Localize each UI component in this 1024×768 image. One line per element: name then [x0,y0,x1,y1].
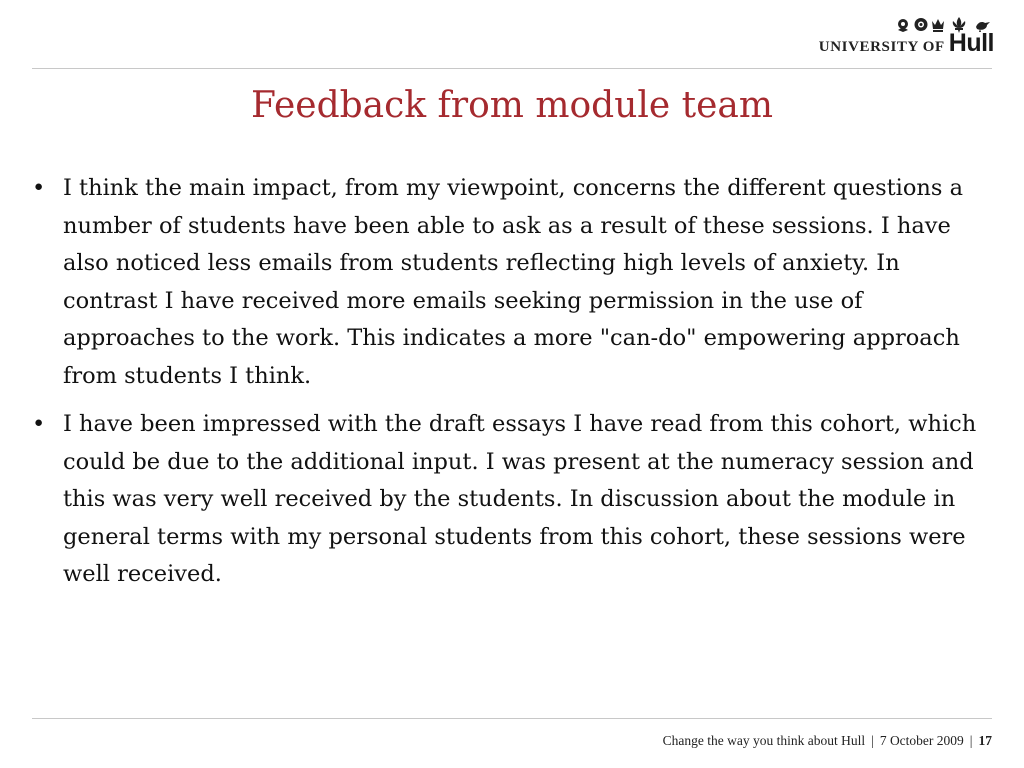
logo-prefix: UNIVERSITY OF [818,39,945,55]
bullet-text: I think the main impact, from my viewpoint, concerns the different questions a number of students have been able to ask as a result of these sessions. I have also noticed less emails from students reflecting high levels of anxiety. In contrast I have received more emails seeking permission in the use of approaches to the work. This indicates a more "can-do" empowering approach from students I think. [63,175,964,389]
footer-divider [32,718,992,719]
bullet-icon: • [32,175,46,201]
logo-name: Hull [948,29,994,57]
logo-wordmark [819,31,994,56]
university-logo [799,16,994,56]
bullet-text: I have been impressed with the draft essays I have read from this cohort, which could be due to the additional input. I was present at the numeracy session and this was very well received by the students. In discussion about the module in general terms with my personal students from this cohort, these sessions were well received. [63,411,977,587]
footer-separator: | [969,733,973,748]
header-divider [32,68,992,69]
footer-tagline: Change the way you think about Hull [662,733,866,748]
slide-title: Feedback from module team [250,85,774,126]
footer-date: 7 October 2009 [879,733,964,748]
bullet-item [32,406,977,594]
bullet-item [32,170,977,395]
bullet-icon: • [32,411,46,437]
footer [663,733,992,749]
footer-separator: | [871,733,874,748]
bullet-list [32,170,977,605]
page-number: 17 [978,733,992,748]
